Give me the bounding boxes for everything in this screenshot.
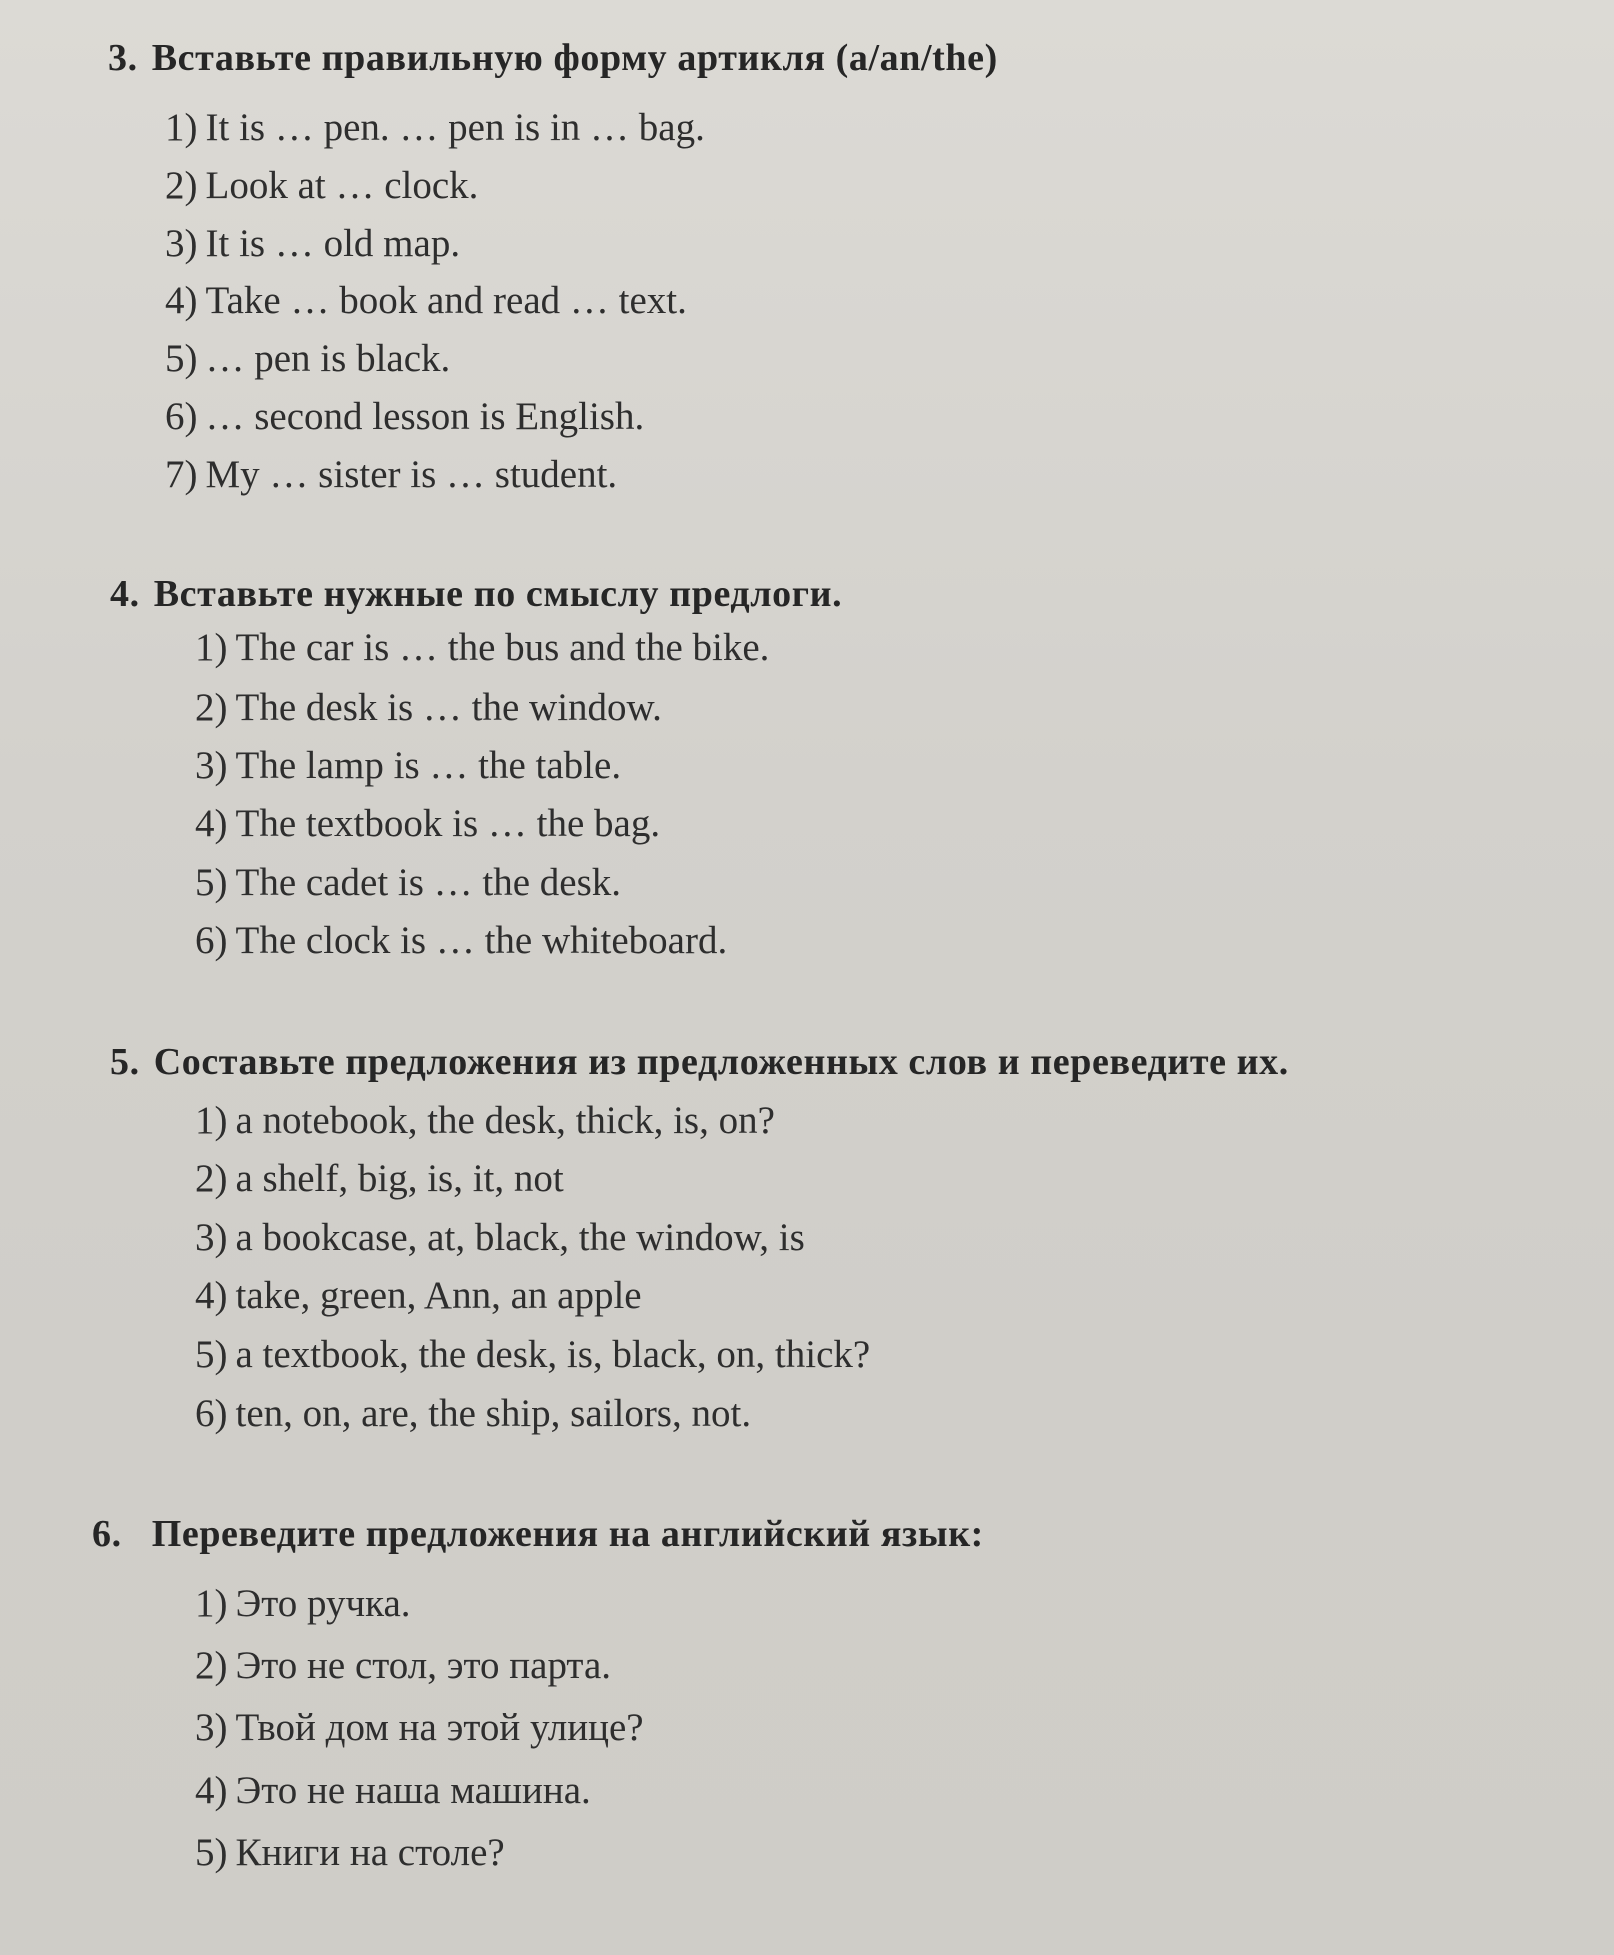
section-number: 4.: [110, 573, 140, 615]
item-number: 1): [165, 106, 198, 149]
list-item: [195, 1581, 411, 1626]
item-number: 3): [195, 744, 228, 787]
item-text: It is … old map.: [205, 222, 461, 265]
item-text: a bookcase, at, black, the window, is: [235, 1216, 805, 1259]
item-text: It is … pen. … pen is in … bag.: [205, 106, 705, 149]
list-item: [195, 743, 621, 788]
item-number: 4): [165, 279, 198, 322]
item-text: The cadet is … the desk.: [235, 861, 622, 904]
item-number: 2): [195, 1157, 228, 1200]
list-item: [195, 1768, 591, 1813]
list-item: [165, 163, 478, 208]
list-item: [165, 221, 460, 266]
item-number: 3): [165, 222, 198, 265]
section-title: Вставьте правильную форму артикля (a/an/the): [151, 37, 998, 79]
list-item: [195, 801, 660, 846]
item-number: 1): [195, 626, 228, 669]
list-item: [165, 105, 705, 150]
item-text: a textbook, the desk, is, black, on, thick?: [235, 1333, 871, 1376]
list-item: [195, 1273, 642, 1318]
list-item: [195, 1391, 751, 1436]
section-title: Переведите предложения на английский язык:: [151, 1513, 984, 1555]
item-text: a shelf, big, is, it, not: [235, 1157, 564, 1200]
list-item: [195, 918, 727, 963]
section-number: 5.: [110, 1041, 140, 1083]
item-text: … pen is black.: [205, 337, 451, 380]
section-heading: [92, 1512, 984, 1556]
item-text: The car is … the bus and the bike.: [235, 626, 770, 669]
section-heading: [108, 36, 998, 80]
list-item: [195, 1705, 644, 1750]
item-text: Это не наша машина.: [235, 1769, 591, 1812]
list-item: [195, 1643, 611, 1688]
item-number: 5): [165, 337, 198, 380]
section-number: 3.: [108, 37, 138, 79]
section-title: Составьте предложения из предложенных слов и переведите их.: [153, 1041, 1289, 1083]
item-number: 5): [195, 861, 228, 904]
list-item: [195, 1215, 805, 1260]
section-title: Вставьте нужные по смыслу предлоги.: [153, 573, 843, 615]
item-text: Это ручка.: [235, 1582, 411, 1625]
item-number: 2): [165, 164, 198, 207]
item-number: 3): [195, 1706, 228, 1749]
section-heading: [110, 572, 842, 616]
list-item: [195, 625, 769, 670]
item-text: Take … book and read … text.: [205, 279, 687, 322]
item-text: The textbook is … the bag.: [235, 802, 661, 845]
item-number: 7): [165, 453, 198, 496]
item-text: … second lesson is English.: [205, 395, 645, 438]
list-item: [195, 1332, 870, 1377]
item-number: 2): [195, 686, 228, 729]
item-number: 5): [195, 1333, 228, 1376]
list-item: [165, 452, 617, 497]
list-item: [165, 336, 450, 381]
item-text: The desk is … the window.: [235, 686, 662, 729]
item-text: Книги на столе?: [235, 1831, 505, 1874]
list-item: [195, 1156, 564, 1201]
item-text: Твой дом на этой улице?: [235, 1706, 644, 1749]
item-number: 6): [195, 919, 228, 962]
item-number: 6): [165, 395, 198, 438]
item-number: 1): [195, 1582, 228, 1625]
item-number: 2): [195, 1644, 228, 1687]
list-item: [195, 1098, 775, 1143]
item-number: 3): [195, 1216, 228, 1259]
section-number: 6.: [92, 1513, 122, 1555]
list-item: [165, 278, 687, 323]
item-text: take, green, Ann, an apple: [235, 1274, 642, 1317]
section-heading: [110, 1040, 1289, 1084]
item-text: Look at … clock.: [205, 164, 479, 207]
item-number: 6): [195, 1392, 228, 1435]
item-number: 4): [195, 802, 228, 845]
list-item: [165, 394, 644, 439]
item-text: The clock is … the whiteboard.: [235, 919, 728, 962]
item-text: a notebook, the desk, thick, is, on?: [235, 1099, 775, 1142]
item-text: Это не стол, это парта.: [235, 1644, 612, 1687]
item-text: ten, on, are, the ship, sailors, not.: [235, 1392, 752, 1435]
list-item: [195, 860, 621, 905]
item-text: My … sister is … student.: [205, 453, 618, 496]
item-number: 5): [195, 1831, 228, 1874]
item-number: 1): [195, 1099, 228, 1142]
item-number: 4): [195, 1274, 228, 1317]
list-item: [195, 685, 662, 730]
item-text: The lamp is … the table.: [235, 744, 622, 787]
list-item: [195, 1830, 505, 1875]
item-number: 4): [195, 1769, 228, 1812]
